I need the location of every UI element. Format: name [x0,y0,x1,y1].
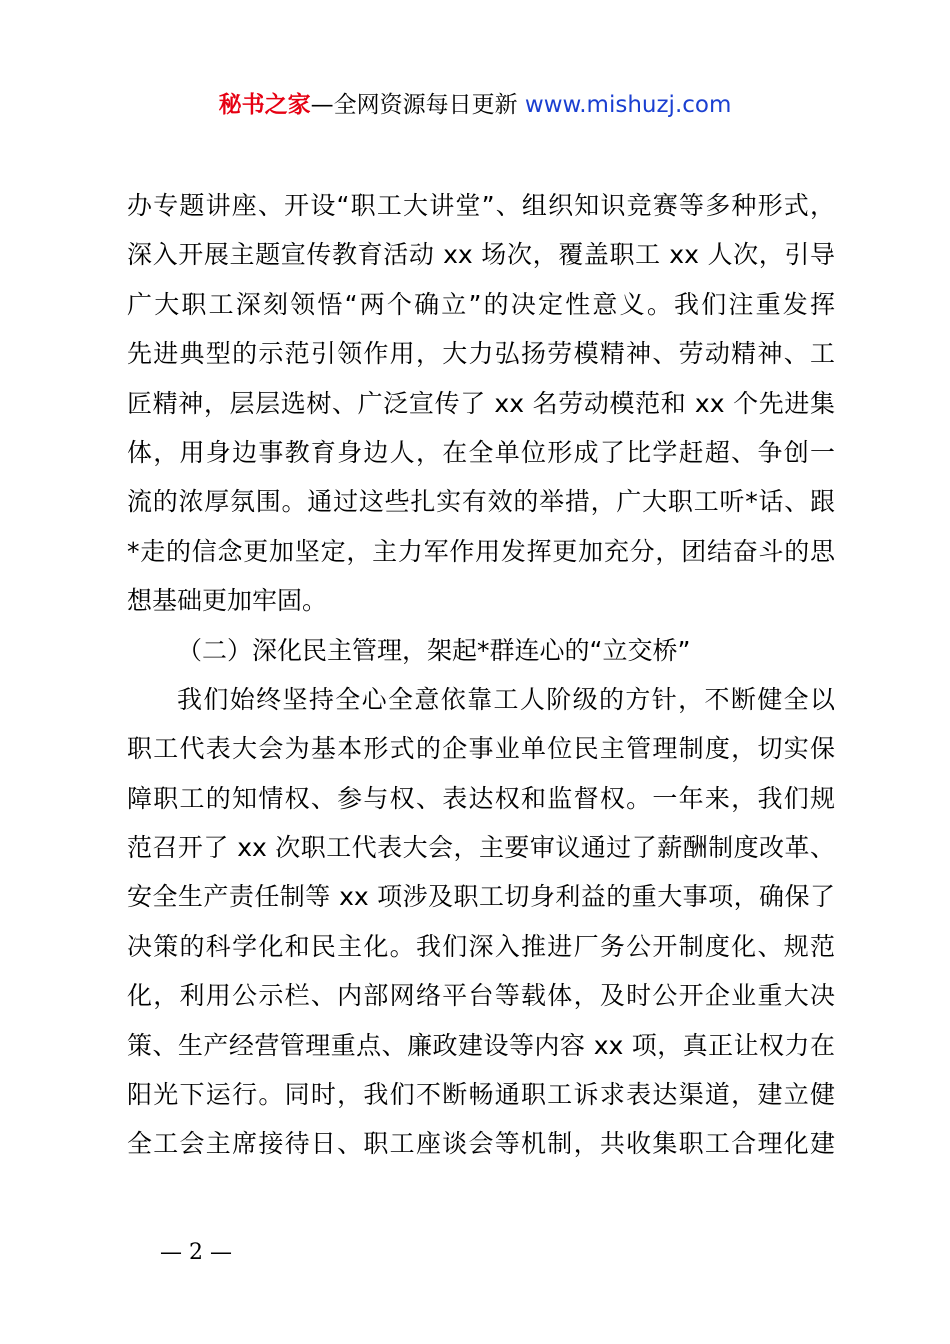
text-line: 匠精神，层层选树、广泛宣传了 xx 名劳动模范和 xx 个先进集 [127,388,835,418]
brand-name: 秘书之家 [218,92,311,118]
text-line: 体，用身边事教育身边人，在全单位形成了比学赶超、争创一 [127,437,835,467]
text-line: 化，利用公示栏、内部网络平台等载体，及时公开企业重大决 [127,981,835,1011]
text-line: 先进典型的示范引领作用，大力弘扬劳模精神、劳动精神、工 [127,339,835,369]
text-line: 策、生产经营管理重点、廉政建设等内容 xx 项，真正让权力在 [127,1030,835,1060]
text-line: 流的浓厚氛围。通过这些扎实有效的举措，广大职工听*话、跟 [127,487,835,517]
text-line: 安全生产责任制等 xx 项涉及职工切身利益的重大事项，确保了 [127,882,835,912]
text-line: 广大职工深刻领悟“两个确立”的决定性意义。我们注重发挥 [127,289,835,319]
text-line: 障职工的知情权、参与权、表达权和监督权。一年来，我们规 [127,783,835,813]
text-line: 阳光下运行。同时，我们不断畅通职工诉求表达渠道，建立健 [127,1080,835,1110]
text-line: 职工代表大会为基本形式的企事业单位民主管理制度，切实保 [127,734,835,764]
text-line: 全工会主席接待日、职工座谈会等机制，共收集职工合理化建 [127,1129,835,1159]
site-url-link[interactable]: www.mishuzj.com [524,92,732,118]
site-header [0,88,950,122]
page-number: — 2 — [160,1240,232,1265]
section-heading: （二）深化民主管理，架起*群连心的“立交桥” [177,635,691,665]
text-line: 决策的科学化和民主化。我们深入推进厂务公开制度化、规范 [127,931,835,961]
document-body [127,181,835,1169]
text-line: 办专题讲座、开设“职工大讲堂”、组织知识竞赛等多种形式， [127,191,835,220]
text-line: 深入开展主题宣传教育活动 xx 场次，覆盖职工 xx 人次，引导 [127,240,835,270]
text-line: 范召开了 xx 次职工代表大会，主要审议通过了薪酬制度改革、 [127,833,835,863]
header-tagline: —全网资源每日更新 [310,92,525,118]
text-line: *走的信念更加坚定，主力军作用发挥更加充分，团结奋斗的思 [127,536,835,566]
text-line: 我们始终坚持全心全意依靠工人阶级的方针，不断健全以 [177,684,835,714]
text-line: 想基础更加牢固。 [127,586,328,616]
